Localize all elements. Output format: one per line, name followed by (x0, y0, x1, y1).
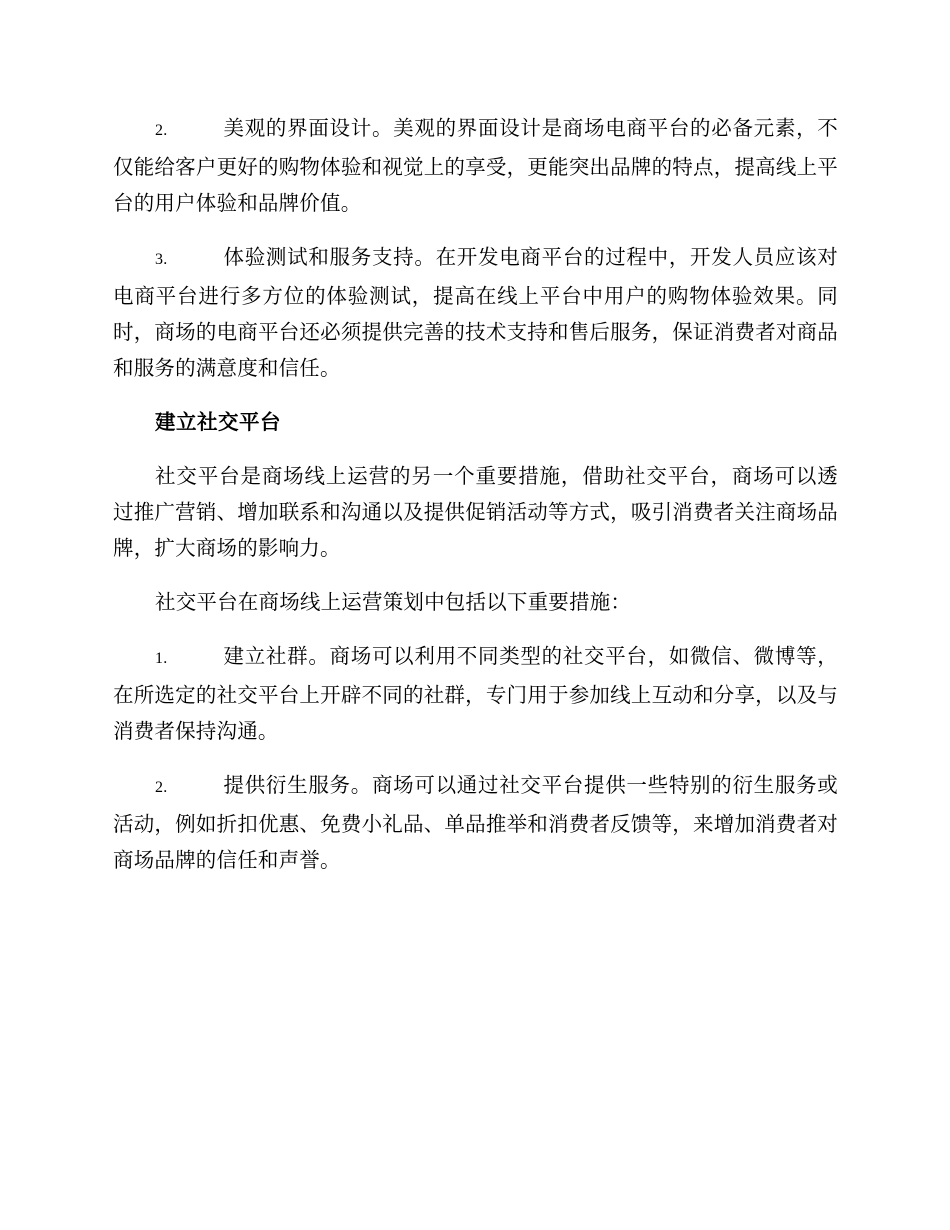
body-paragraph: 社交平台是商场线上运营的另一个重要措施，借助社交平台，商场可以透过推广营销、增加联系和沟通以及提供促销活动等方式，吸引消费者关注商场品牌，扩大商场的影响力。 (113, 464, 838, 560)
list-item-community (113, 638, 838, 749)
list-item-text: 提供衍生服务。商场可以通过社交平台提供一些特别的衍生服务或活动，例如折扣优惠、免费小礼品、单品推举和消费者反馈等，来增加消费者对商场品牌的信任和声誉。 (113, 773, 838, 872)
list-item-derivative-services (113, 767, 838, 878)
list-number: 1. (155, 650, 168, 667)
body-paragraph: 社交平台在商场线上运营策划中包括以下重要措施： (155, 590, 632, 614)
list-item-interface-design (113, 110, 838, 221)
section-heading: 建立社交平台 (155, 410, 281, 434)
document-body (113, 110, 838, 896)
list-item-testing-support (113, 239, 838, 386)
list-number: 3. (155, 251, 168, 268)
list-number: 2. (155, 122, 168, 139)
list-item-text: 体验测试和服务支持。在开发电商平台的过程中，开发人员应该对电商平台进行多方位的体验测试，提高在线上平台中用户的购物体验效果。同时，商场的电商平台还必须提供完善的技术支持和售后服务，保证消费者对商品和服务的满意度和信任。 (113, 245, 838, 380)
list-item-text: 美观的界面设计。美观的界面设计是商场电商平台的必备元素，不仅能给客户更好的购物体验和视觉上的享受，更能突出品牌的特点，提高线上平台的用户体验和品牌价值。 (113, 116, 838, 215)
list-item-text: 建立社群。商场可以利用不同类型的社交平台，如微信、微博等，在所选定的社交平台上开辟不同的社群，专门用于参加线上互动和分享，以及与消费者保持沟通。 (113, 644, 838, 743)
list-number: 2. (155, 779, 168, 796)
